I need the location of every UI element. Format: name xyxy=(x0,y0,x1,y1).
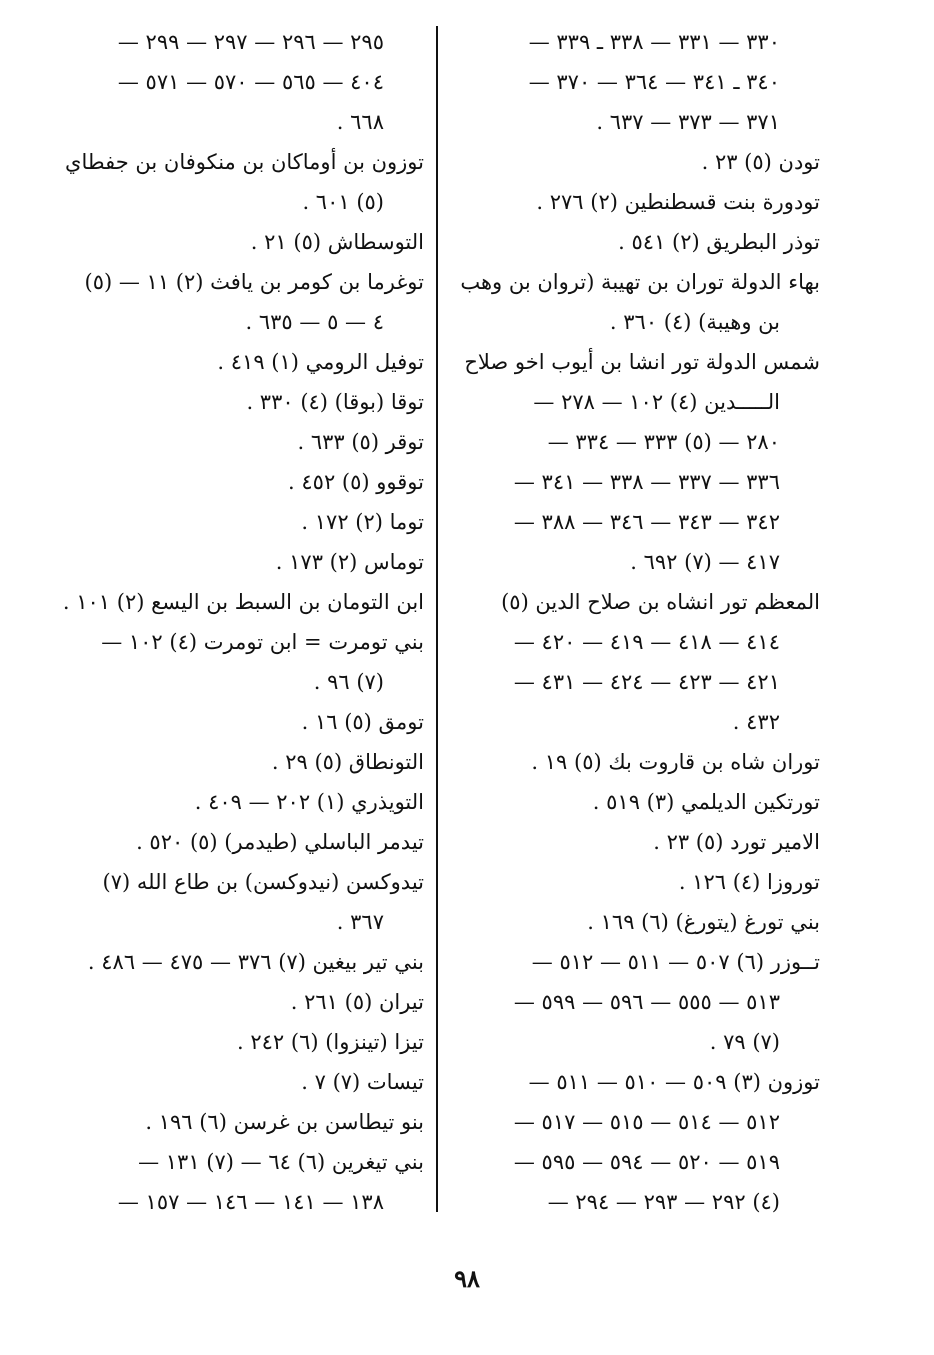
index-entry-line: ١٣٨ — ١٤١ — ١٤٦ — ١٥٧ — xyxy=(117,1190,384,1214)
index-entry-line: توروزا (٤) ١٢٦ . xyxy=(678,870,820,894)
index-entry-line: تورتكين الديلمي (٣) ٥١٩ . xyxy=(592,790,820,814)
right-column xyxy=(460,22,820,1222)
index-entry-line: توقوو (٥) ٤٥٢ . xyxy=(288,470,424,494)
index-entry-line: توزون (٣) ٥٠٩ — ٥١٠ — ٥١١ — xyxy=(528,1070,820,1094)
index-entry-line: توذر البطريق (٢) ٥٤١ . xyxy=(618,230,820,254)
index-entry-line: تودن (٥) ٢٣ . xyxy=(701,150,820,174)
index-entry-line: تومق (٥) ١٦ . xyxy=(301,710,424,734)
index-entry-line: تيسات (٧) ٧ . xyxy=(301,1070,424,1094)
index-entry-line: ٤٢١ — ٤٢٣ — ٤٢٤ — ٤٣١ — xyxy=(513,670,780,694)
index-entry-line: توقا (بوقا) (٤) ٣٣٠ . xyxy=(246,390,424,414)
page-number: ٩٨ xyxy=(454,1264,480,1293)
index-entry-line: ٤٠٤ — ٥٦٥ — ٥٧٠ — ٥٧١ — xyxy=(117,70,384,94)
index-entry-line: (٥) ٦٠١ . xyxy=(302,190,384,214)
index-entry-line: تــوزر (٦) ٥٠٧ — ٥١١ — ٥١٢ — xyxy=(531,950,820,974)
index-entry-line: ٢٨٠ — (٥) ٣٣٣ — ٣٣٤ — xyxy=(547,430,780,454)
index-entry-line: ٤١٧ — (٧) ٦٩٢ . xyxy=(630,550,780,574)
index-entry-line: توران شاه بن قاروت بك (٥) ١٩ . xyxy=(531,750,820,774)
column-divider xyxy=(436,26,438,1212)
index-entry-line: تيدوكسن (نيدوكسن) بن طاع الله (٧) xyxy=(102,870,424,894)
index-entry-line: بن وهيبة) (٤) ٣٦٠ . xyxy=(609,310,780,334)
index-entry-line: المعظم تور انشاه بن صلاح الدين (٥) xyxy=(501,590,820,614)
index-entry-line: توماس (٢) ١٧٣ . xyxy=(275,550,424,574)
index-entry-line: (٧) ٧٩ . xyxy=(709,1030,780,1054)
index-entry-line: توفيل الرومي (١) ٤١٩ . xyxy=(217,350,424,374)
index-entry-line: بهاء الدولة توران بن تهيبة (تروان بن وهب xyxy=(460,270,820,294)
index-entry-line: الـــــدين (٤) ١٠٢ — ٢٧٨ — xyxy=(533,390,780,414)
index-entry-line: توغرما بن كومر بن يافث (٢) ١١ — (٥) xyxy=(84,270,424,294)
index-entry-line: بني تورغ (يتورغ) (٦) ١٦٩ . xyxy=(587,910,820,934)
index-entry-line: توما (٢) ١٧٢ . xyxy=(301,510,424,534)
index-entry-line: (٤) ٢٩٢ — ٢٩٣ — ٢٩٤ — xyxy=(547,1190,780,1214)
index-entry-line: بنو تيطاسن بن غرسن (٦) ١٩٦ . xyxy=(145,1110,424,1134)
index-entry-line: توقر (٥) ٦٣٣ . xyxy=(297,430,424,454)
index-entry-line: ٤٣٢ . xyxy=(732,710,780,734)
index-entry-line: الامير تورد (٥) ٢٣ . xyxy=(653,830,820,854)
index-entry-line: ٣٣٠ — ٣٣١ — ٣٣٨ ـ ٣٣٩ — xyxy=(528,30,780,54)
index-entry-line: ٣٦٧ . xyxy=(336,910,384,934)
index-entry-line: التويذري (١) ٢٠٢ — ٤٠٩ . xyxy=(194,790,424,814)
index-entry-line: تيزا (تينزوا) (٦) ٢٤٢ . xyxy=(237,1030,424,1054)
index-entry-line: (٧) ٩٦ . xyxy=(313,670,384,694)
index-entry-line: التونطاق (٥) ٢٩ . xyxy=(271,750,424,774)
index-entry-line: ٣٣٦ — ٣٣٧ — ٣٣٨ — ٣٤١ — xyxy=(513,470,780,494)
index-entry-line: تيدمر الباسلي (طيدمر) (٥) ٥٢٠ . xyxy=(136,830,424,854)
index-entry-line: توزون بن أوماكان بن منكوفان بن جفطاي xyxy=(65,150,424,174)
index-entry-line: ٢٩٥ — ٢٩٦ — ٢٩٧ — ٢٩٩ — xyxy=(117,30,384,54)
index-entry-line: ٣٧١ — ٣٧٣ — ٦٣٧ . xyxy=(596,110,780,134)
index-entry-line: تيران (٥) ٢٦١ . xyxy=(290,990,424,1014)
index-entry-line: ٥١٩ — ٥٢٠ — ٥٩٤ — ٥٩٥ — xyxy=(513,1150,780,1174)
left-column xyxy=(62,22,424,1222)
index-entry-line: ابن التومان بن السبط بن اليسع (٢) ١٠١ . xyxy=(62,590,424,614)
index-entry-line: بني تيغرين (٦) ٦٤ — (٧) ١٣١ — xyxy=(138,1150,424,1174)
index-entry-line: ٣٤٠ ـ ٣٤١ — ٣٦٤ — ٣٧٠ — xyxy=(528,70,780,94)
index-entry-line: شمس الدولة تور انشا بن أيوب اخو صلاح xyxy=(464,350,820,374)
index-entry-line: ٦٦٨ . xyxy=(336,110,384,134)
index-entry-line: ٥١٣ — ٥٥٥ — ٥٩٦ — ٥٩٩ — xyxy=(513,990,780,1014)
index-entry-line: تودورة بنت قسطنطين (٢) ٢٧٦ . xyxy=(536,190,820,214)
index-entry-line: ٣٤٢ — ٣٤٣ — ٣٤٦ — ٣٨٨ — xyxy=(513,510,780,534)
index-entry-line: ٥١٢ — ٥١٤ — ٥١٥ — ٥١٧ — xyxy=(513,1110,780,1134)
index-entry-line: بني تير بيغين (٧) ٣٧٦ — ٤٧٥ — ٤٨٦ . xyxy=(87,950,424,974)
index-entry-line: التوسطاش (٥) ٢١ . xyxy=(250,230,424,254)
index-entry-line: ٤ — ٥ — ٦٣٥ . xyxy=(245,310,384,334)
index-entry-line: ٤١٤ — ٤١٨ — ٤١٩ — ٤٢٠ — xyxy=(513,630,780,654)
index-entry-line: بني تومرت = ابن تومرت (٤) ١٠٢ — xyxy=(101,630,424,654)
